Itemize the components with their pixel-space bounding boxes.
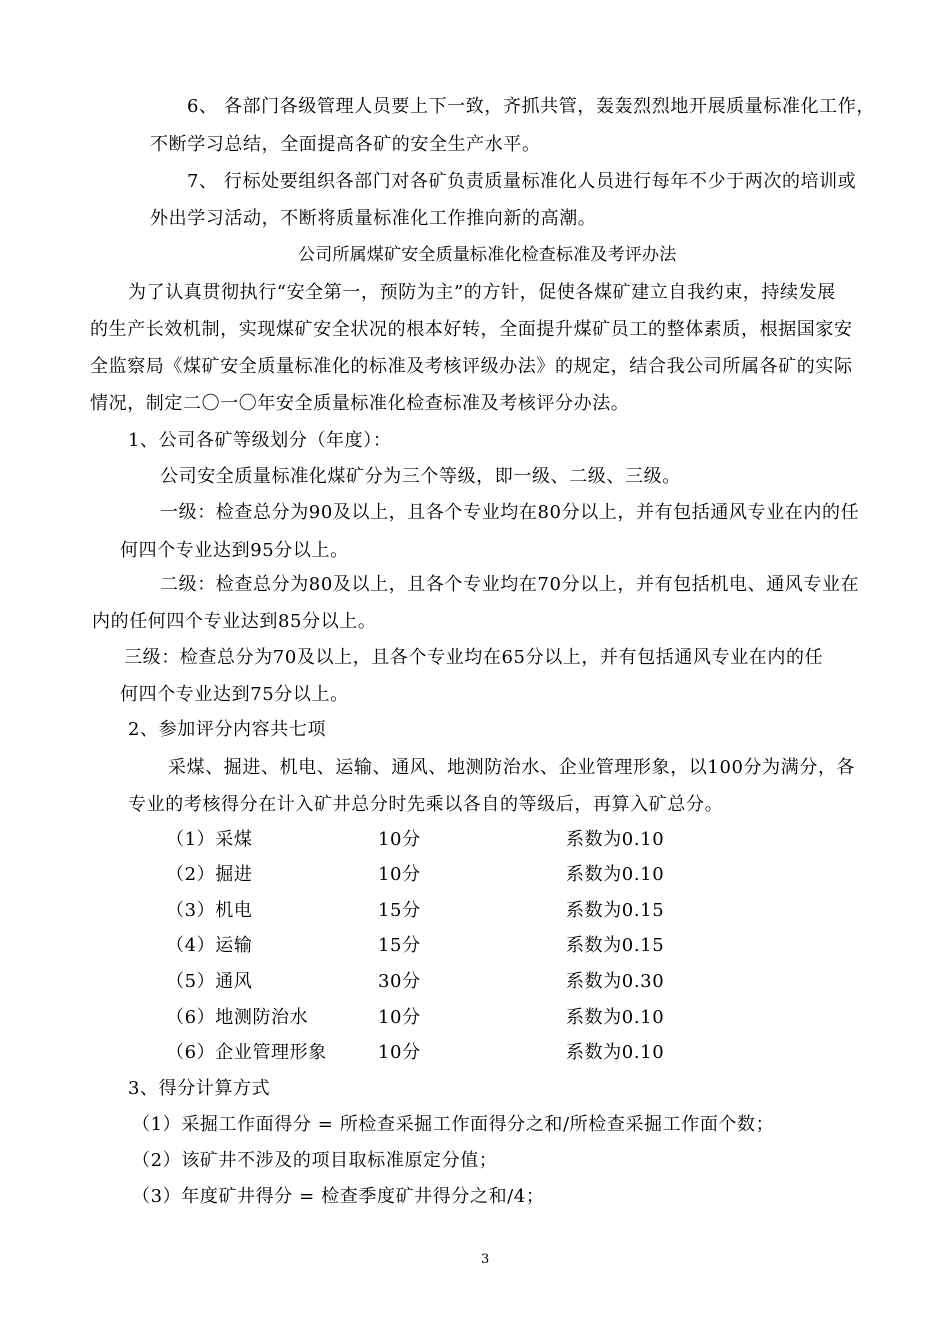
item-7-line-2: 外出学习活动，不断将质量标准化工作推向新的高潮。 [150,208,597,229]
item-7-line-1: 7、 行标处要组织各部门对各矿负责质量标准化人员进行每年不少于两次的培训或 [187,171,857,192]
score-value: 15分 [378,900,421,921]
score-item: （5）通风 [166,971,253,992]
score-value: 10分 [378,1007,421,1028]
grade-3-line-1: 三级：检查总分为70及以上，且各个专业均在65分以上，并有包括通风专业在内的任 [124,647,824,668]
score-item: （4）运输 [166,935,253,956]
section-3-heading: 3、得分计算方式 [128,1078,271,1099]
score-coefficient: 系数为0.15 [566,935,665,956]
score-coefficient: 系数为0.10 [566,864,665,885]
intro-line-3: 全监察局《煤矿安全质量标准化的标准及考核评级办法》的规定，结合我公司所属各矿的实际 [90,356,853,377]
section-title: 公司所属煤矿安全质量标准化检查标准及考评办法 [298,245,677,265]
section-2-text-line-1: 采煤、掘进、机电、运输、通风、地测防治水、企业管理形象，以100分为满分，各 [168,757,856,778]
intro-line-2: 的生产长效机制，实现煤矿安全状况的根本好转，全面提升煤矿员工的整体素质，根据国家安 [90,319,853,340]
score-item: （2）掘进 [166,864,253,885]
grade-2-line-1: 二级：检查总分为80及以上，且各个专业均在70分以上，并有包括机电、通风专业在 [160,574,860,595]
score-value: 10分 [378,829,421,850]
score-coefficient: 系数为0.30 [566,971,665,992]
grade-1-line-2: 何四个专业达到95分以上。 [120,540,349,561]
score-value: 15分 [378,935,421,956]
section-2-heading: 2、参加评分内容共七项 [128,719,327,740]
item-6-line-2: 不断学习总结，全面提高各矿的安全生产水平。 [150,134,541,155]
grade-1-line-1: 一级：检查总分为90及以上，且各个专业均在80分以上，并有包括通风专业在内的任 [160,502,860,523]
score-value: 10分 [378,1042,421,1063]
score-item: （6）地测防治水 [166,1007,309,1028]
section-1-summary: 公司安全质量标准化煤矿分为三个等级，即一级、二级、三级。 [160,466,681,487]
score-item: （3）机电 [166,900,253,921]
section-3-item-3: （3）年度矿井得分 = 检查季度矿井得分之和/4； [132,1186,545,1207]
score-coefficient: 系数为0.10 [566,1007,665,1028]
score-value: 10分 [378,864,421,885]
section-3-item-2: （2）该矿井不涉及的项目取标准原定分值； [132,1150,498,1171]
score-value: 30分 [378,971,421,992]
section-3-item-1: （1）采掘工作面得分 = 所检查采掘工作面得分之和/所检查采掘工作面个数； [132,1114,775,1135]
score-item: （6）企业管理形象 [166,1042,327,1063]
section-1-heading: 1、公司各矿等级划分（年度）： [128,430,392,451]
item-6-line-1: 6、 各部门各级管理人员要上下一致，齐抓共管，轰轰烈烈地开展质量标准化工作， [187,96,875,117]
grade-3-line-2: 何四个专业达到75分以上。 [120,684,349,705]
score-item: （1）采煤 [166,829,253,850]
intro-line-1: 为了认真贯彻执行“安全第一，预防为主”的方针，促使各煤矿建立自我约束，持续发展 [128,282,836,303]
page-number: 3 [481,1252,490,1267]
score-coefficient: 系数为0.15 [566,900,665,921]
intro-line-4: 情况，制定二〇一〇年安全质量标准化检查标准及考核评分办法。 [90,393,630,414]
score-coefficient: 系数为0.10 [566,1042,665,1063]
grade-2-line-2: 内的任何四个专业达到85分以上。 [92,611,377,632]
section-2-text-line-2: 专业的考核得分在计入矿井总分时先乘以各自的等级后，再算入矿总分。 [128,794,724,815]
score-coefficient: 系数为0.10 [566,829,665,850]
